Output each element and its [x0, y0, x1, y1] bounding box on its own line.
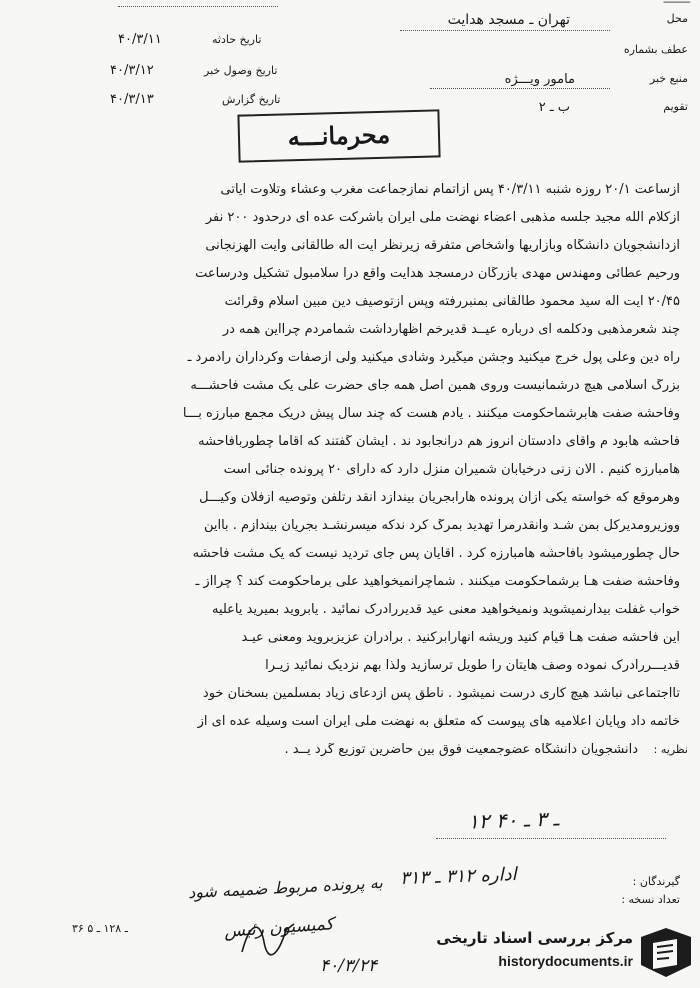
recipients-value: اداره ۳۱۲ ـ ۳۱۳ — [399, 863, 517, 890]
body-line: چند شعرمذهبی ودکلمه ای درباره عیــد قدیرخم اظهارداشت شمامردم چرااین همه در — [222, 323, 680, 336]
recipients-label: گیرندگان : — [632, 875, 680, 888]
handwritten-note-signature: کمیسیون رئیس — [223, 914, 335, 942]
handwritten-date-bottom: ۴۰/۳/۲۴ — [320, 956, 378, 976]
body-line: ازساعت ۲۰/۱ روزه شنبه ۴۰/۳/۱۱ پس ازاتمام نمازجماعت مغرب وعشاء وتلاوت آیاتی — [220, 183, 680, 196]
comment-label: نظریه : — [653, 743, 688, 756]
body-line: ۲۰/۴۵ آیت اله سید محمود طالقانی بمنبررفته وپس ازتوصیف دین مبین اسلام وقرائت — [224, 295, 680, 308]
signature-scribble — [238, 912, 298, 962]
handwritten-note-file: به پرونده مربوط ضمیمه شود — [187, 872, 384, 903]
report-date-value: ۴۰/۳/۱۳ — [110, 92, 154, 107]
incident-date-value: ۴۰/۳/۱۱ — [118, 32, 162, 47]
mahal-dotline — [400, 30, 610, 31]
incident-date-label: تاریخ حادثه — [212, 33, 262, 46]
archive-watermark — [430, 925, 695, 980]
body-line: دانشجویان دانشگاه عضوجمعیت فوق بین حاضرین توزیع گرد یــد . — [284, 743, 638, 756]
mahal-value: تهران ـ مسجد هدایت — [447, 12, 570, 28]
handwritten-reference: ۱۲ ـ ۳ ـ ۴۰ — [467, 806, 560, 834]
body-line: راه دین وعلی پول خرج میکنید وجشن میگیرد وشادی میکنید ولی ازصفات وکردارآن رادمرد ـ — [187, 351, 680, 364]
body-line: وفاحشه صفت هـا برشماحکومت میکنند . شماچرانمیخواهید علی برماحکومت کند ؟ چرااز ـ — [195, 575, 680, 588]
body-line: فاحشه هابود م وآقای دادستان آنروز هم درآنجابود ند . ایشان گفتند که آقاما چطوربافاحشه — [198, 435, 680, 448]
copies-label: تعداد نسخه : — [621, 893, 680, 906]
body-line: ورحیم عطائی ومهندس مهدی بازرگان درمسجد هدایت واقع درا سلامبول تشکیل ودرساعت — [195, 267, 680, 280]
body-line: ووزیرومدیرکل بمن شـد وآنقدرمرا تهدید بمرگ کرد ندکه میسرنشـد بجریان بیندازم . بااین — [203, 519, 680, 532]
confidential-stamp — [237, 109, 440, 162]
body-line: تااجتماعی نباشد هیچ کاری درست نمیشود . ناطق پس ازدعای زیاد بمسلمین بسخنان خود — [202, 687, 680, 700]
source-value: مامور ویـــژه — [504, 72, 575, 87]
archive-logo-icon — [637, 925, 695, 980]
mahal-label: محل — [666, 12, 688, 25]
body-line: ازکلام الله مجید جلسه مذهبی اعضاء نهضت ملی ایران باشرکت عده ای درحدود ۲۰۰ نفر — [205, 211, 680, 224]
archive-url: historydocuments.ir — [498, 953, 633, 969]
body-line: خواب غفلت بیدارنمیشوید ونمیخواهید معنی عید قدیررادرک نمائید . یابروید بمیرید یاعلیه — [211, 603, 680, 616]
evaluation-label: تقویم — [663, 100, 688, 113]
receipt-date-value: ۴۰/۳/۱۲ — [110, 63, 154, 78]
body-line: حال چطورمیشود بافاحشه هامبارزه کرد . آقایان پس جای تردید نیست که یک مشت فاحشه — [192, 547, 680, 560]
atf-label: عطف بشماره — [623, 43, 688, 56]
reference-dotline — [436, 838, 666, 839]
confidential-stamp-text: محرمانـــه — [287, 119, 391, 152]
body-line: این فاحشه صفت هـا قیام کنید وریشه آنهارابرکنید . برادران عزیزبروید ومعنی عیـد — [241, 631, 680, 644]
evaluation-value: ب ـ ۲ — [538, 100, 570, 115]
body-line: وهرموقع که خواسته یکی ازآن پرونده هارابجریان بیندازد آنقد رتلفن وتوصیه ازفلان وکیـــل — [199, 491, 680, 504]
body-line: هامبارزه کنیم . الان زنی درخیابان شمیران منزل دارد که دارای ۲۰ پرونده جنائی است — [223, 463, 680, 476]
top-cut-line — [118, 0, 278, 7]
file-number: ۳۶ ـ ۱۲۸ ـ ۵ — [72, 922, 128, 935]
source-label: منبع خبر — [649, 72, 688, 85]
body-line: خاتمه داد وپایان اعلامیه های پیوست که متعلق به نهضت ملی ایران است وسیله عده ای از — [197, 715, 680, 728]
top-cut-label: ──── — [663, 0, 690, 9]
body-line: قدیـــررادرک نموده وصف هایتان را طویل ترسازید ولذا بهم نزدیک نمائید زیـرا — [265, 659, 680, 672]
body-line: وفاحشه صفت هابرشماحکومت میکنند . یادم هست که چند سال پیش دریک مجمع مبارزه بـــا — [182, 407, 680, 420]
archive-name: مرکز بررسی اسناد تاریخی — [436, 929, 633, 947]
body-line: ازدانشجویان دانشگاه وبازاریها واشخاص متفرقه زیرنظر آیت اله طالقانی وآیت الهزنجانی — [205, 239, 680, 252]
receipt-date-label: تاریخ وصول خبر — [204, 64, 278, 77]
source-dotline — [430, 88, 610, 89]
report-date-label: تاریخ گزارش — [222, 93, 281, 106]
body-line: بزرگ اسلامی هیچ درشمانیست وروی همین اصل همه جای حضرت علی یک مشت فاحشـــه — [190, 379, 680, 392]
